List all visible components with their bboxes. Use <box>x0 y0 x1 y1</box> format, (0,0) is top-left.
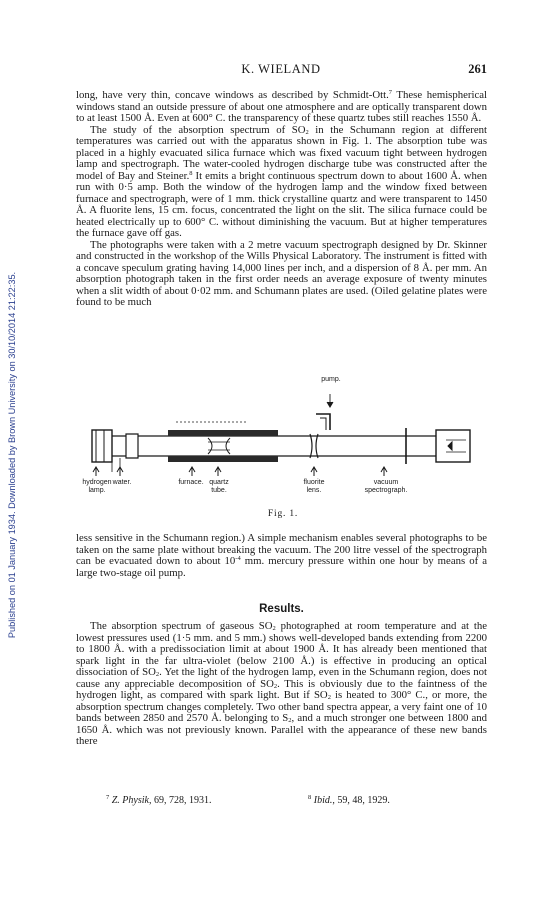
footnote-ref-7: 7 <box>388 89 393 96</box>
page-header <box>75 62 487 78</box>
figure-caption: Fig. 1. <box>267 509 299 519</box>
label-water: water. <box>112 479 132 486</box>
label-fluorite-lens: fluorite lens. <box>303 479 325 494</box>
paragraph-apparatus: The study of the absorption spectrum of $SO_2$ in the Schumann region at different temperatures was carried out with the apparatus shown in Fig. 1. The absorption tube was placed in a highly evacuated silica furnace which was fixed vacuum tight between hydrogen lamp and spectrograph. The water-cooled hydrogen discharge tube was constructed after the model of Bay and Steiner.$^8$ It emits a bright continuous spectrum down to about 1600 Å. when run with 0·5 amp. Both the window of the hydrogen lamp and the window fixed between furnace and spectrograph, were of 1 mm. thick crystalline quartz and were transparent to 1450 Å. A fluorite lens, 15 cm. focus, concentrated the light on the slit. The silica furnace could be heated electrically up to 600° C. without diminishing the vacuum. But at higher temperatures the furnace gave off gas. <box>76 123 487 239</box>
body-text-middle <box>76 533 487 579</box>
label-quartz-tube: quartz tube. <box>209 479 229 494</box>
footnotes <box>76 795 487 809</box>
paragraph-results: The absorption spectrum of gaseous $SO_2$ photographed at room temperature and at the lowest pressures used (1·5 mm. and 5 mm.) shows well-developed bands extending from 2200 to 1800 Å. with a predissociation limit at about 1900 Å. It has already been mentioned that spark light in the far ultra-violet (below 2100 Å.) is effective in producing an optical dissociation of $SO_2$. Yet the light of the hydrogen lamp, even in the Schumann region, does not cause any appreciable decomposition of $SO_2$. This is obviously due to the faintness of the hydrogen light, as compared with spark light. But if $SO_2$ is heated to 300° C., or more, the absorption spectrum changes completely. Two other band spectra appear, a very faint one of 10 bands between 2850 and 2570 Å. belonging to $S_2$, and a much stronger one between 1800 and 1650 Å. which was not previously known. Parallel with the appearance of these new bands there <box>76 620 488 747</box>
running-head-author: K. WIELAND <box>241 62 321 76</box>
footnote-7: $^7$ Z. Physik, 69, 728, 1931. <box>106 794 212 806</box>
label-pump: pump. <box>321 376 341 383</box>
paragraph-windows: long, have very thin, concave windows as described by Schmidt-Ott.$^7$ These hemispherical windows stand an outside pressure of about one atmosphere and are optically transparent down to at least 1500 Å. Even at 600° C. the transparency of these quartz tubes still reaches 1550 Å. <box>76 89 487 124</box>
footnote-ref-8: 8 <box>189 169 193 177</box>
label-hydrogen-lamp: hydrogen lamp. <box>82 479 112 494</box>
download-note: Published on 01 January 1934. Downloaded by Brown University on 30/10/2014 21:22:35. <box>7 271 17 639</box>
paragraph-spectrograph: The photographs were taken with a 2 metre vacuum spectrograph designed by Dr. Skinner and constructed in the workshop of the Wills Physical Laboratory. The instrument is fitted with a concave speculum grating having 14,000 lines per inch, and a dispersion of 8 Å. per mm. An absorption photograph taken in the first order needs an average exposure of twenty minutes when a slit width of about 0·02 mm. and Schumann plates are used. (Oiled gelatine plates were found to be much <box>76 238 487 308</box>
body-text-results <box>76 621 487 748</box>
label-vacuum-spectrograph: vacuum spectrograph. <box>364 479 408 494</box>
page-number: 261 <box>468 62 487 76</box>
download-watermark <box>4 0 20 913</box>
paragraph-vacuum: less sensitive in the Schumann region.) A simple mechanism enables several photographs to be taken on the same plate without breaking the vacuum. The 200 litre vessel of the spectrograph can be evacuated down to about $10^{-4}$ mm. mercury pressure within one hour by means of a large two-stage oil pump. <box>76 532 487 579</box>
section-heading-results: Results. <box>259 603 304 615</box>
label-furnace: furnace. <box>178 479 204 486</box>
figure-apparatus <box>76 372 490 524</box>
apparatus-diagram <box>76 372 490 507</box>
footnote-8: $^8$ Ibid., 59, 48, 1929. <box>308 794 390 806</box>
body-text-top <box>76 90 487 309</box>
